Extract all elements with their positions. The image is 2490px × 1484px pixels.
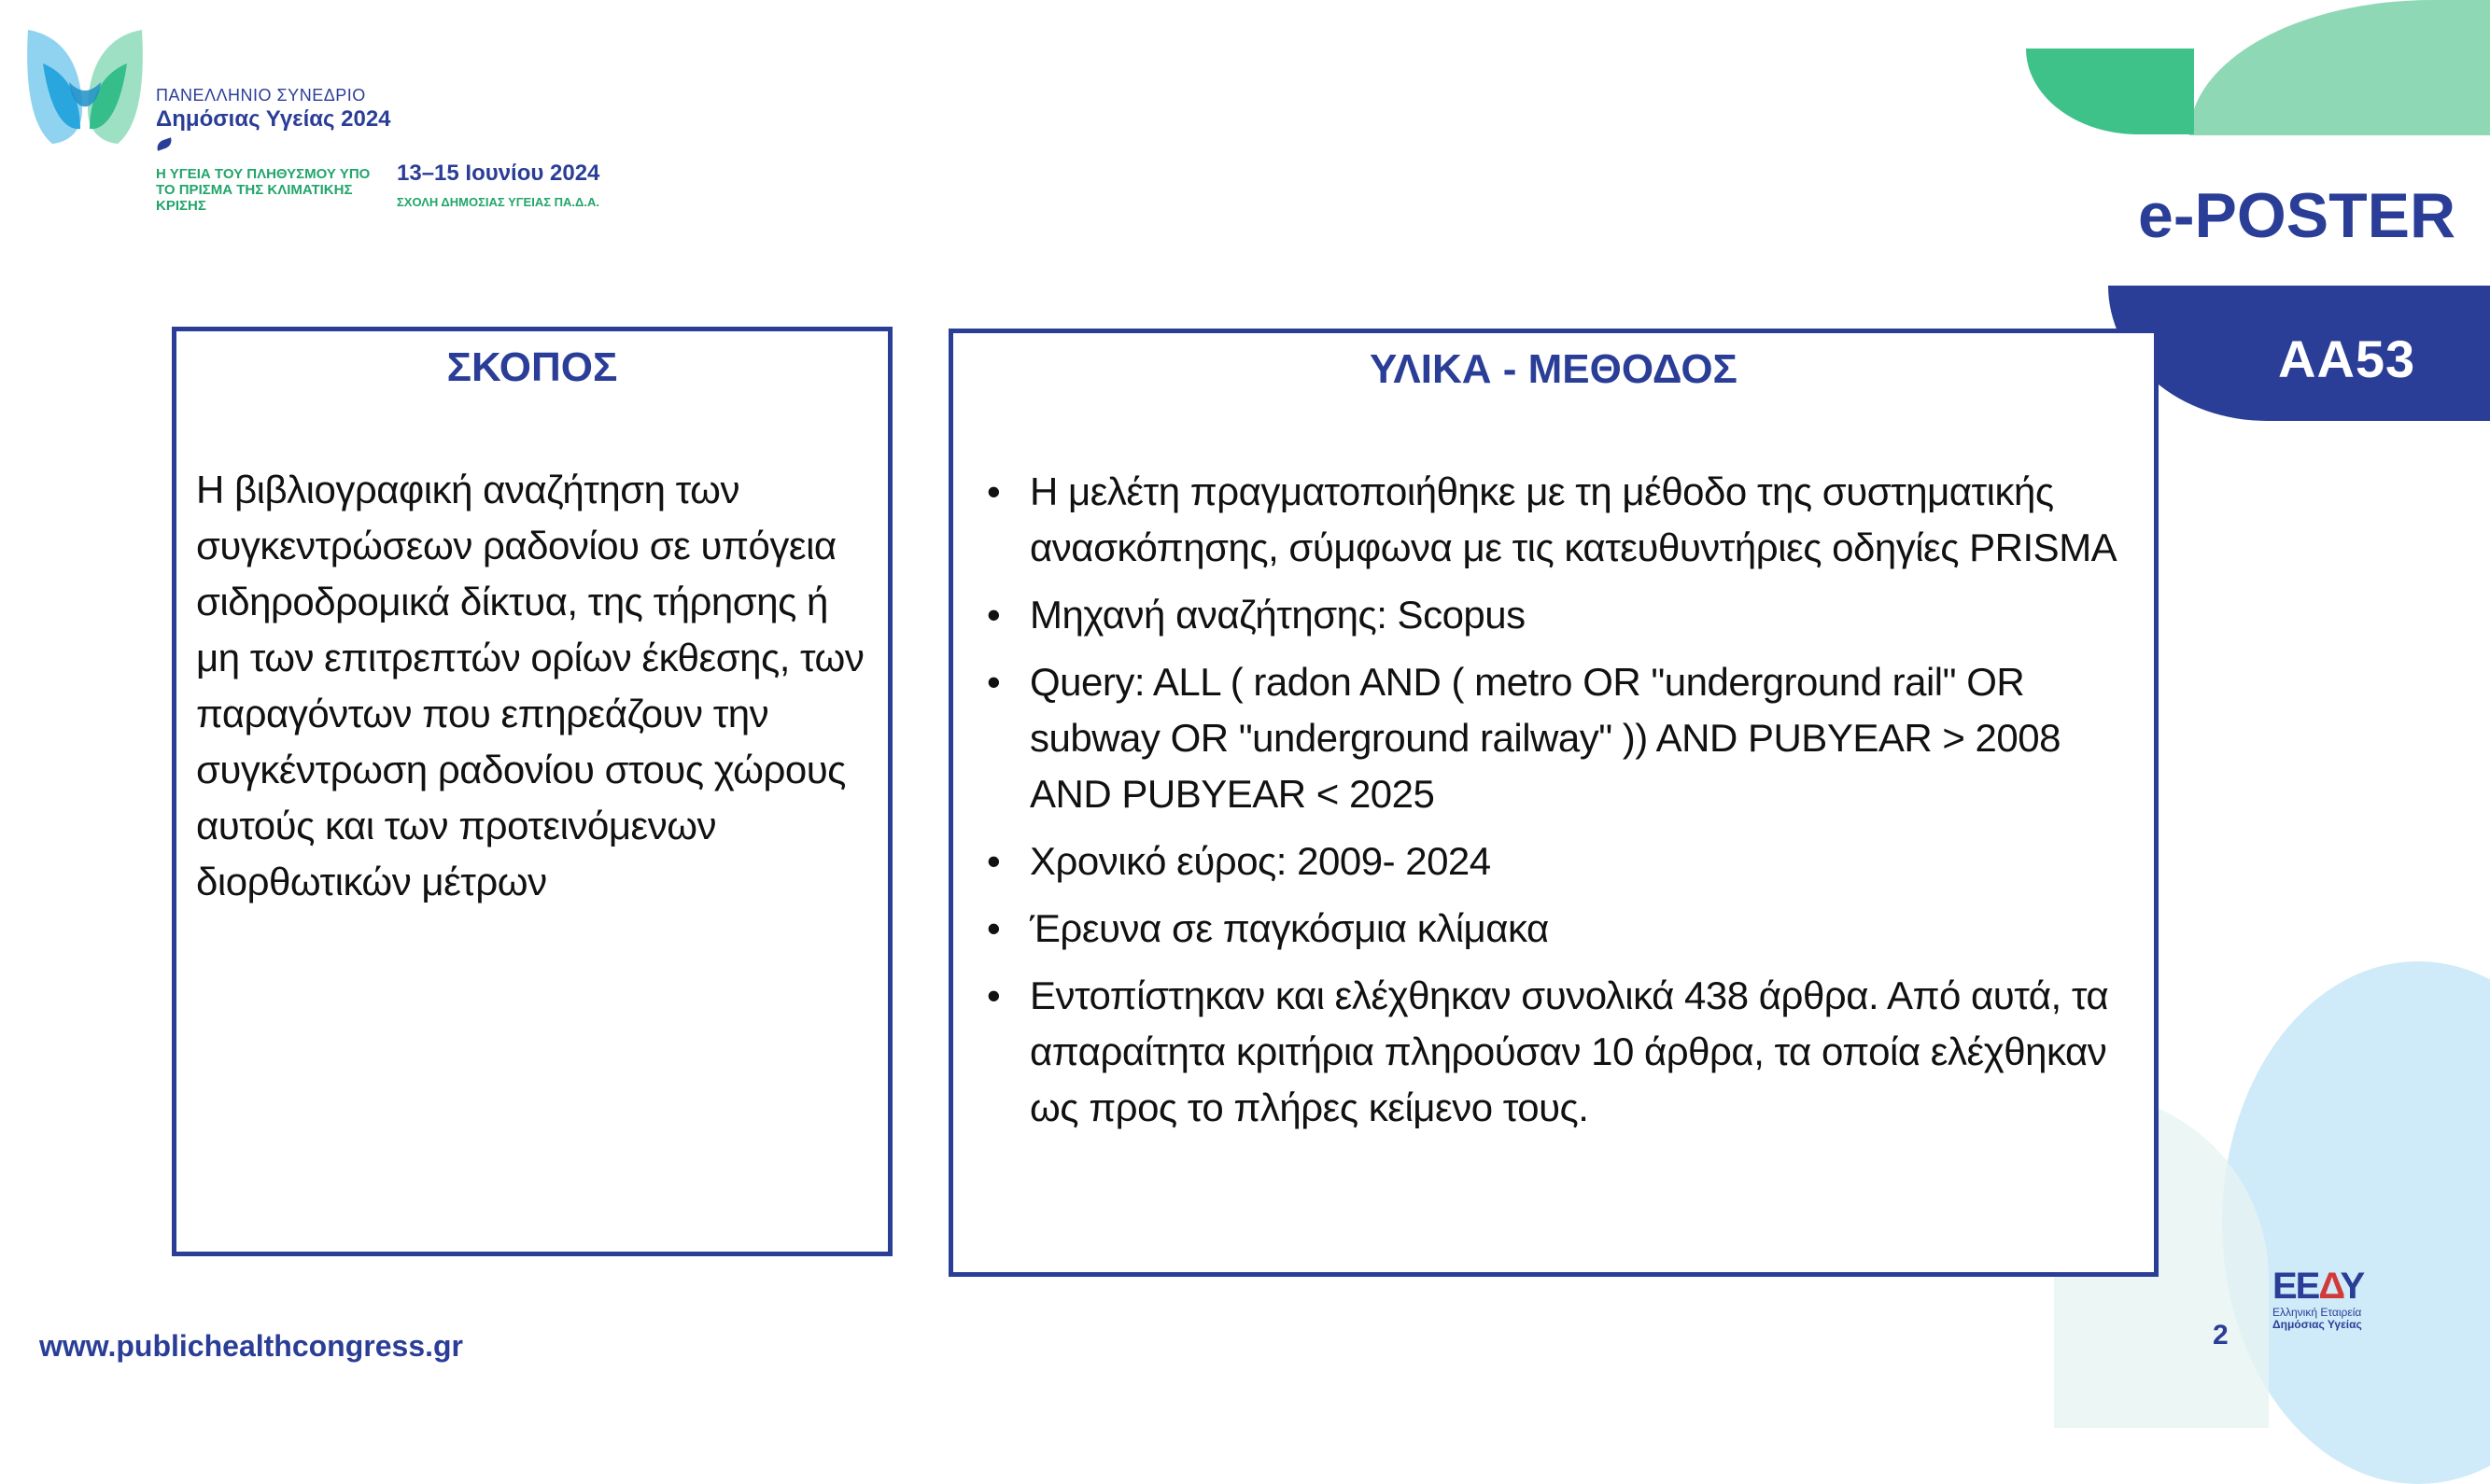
list-item: [974, 833, 2131, 889]
poster-code: ΑΑ53: [2278, 329, 2416, 388]
edy-logo: [2272, 1266, 2384, 1331]
logo-dates: 13–15 Ιουνίου 2024: [397, 161, 600, 186]
edy-logo-icon: ΕΕΔΥ: [2272, 1266, 2364, 1307]
list-item: [974, 654, 2131, 822]
bullet-icon: •: [987, 593, 1001, 637]
logo-accent-mark: [155, 137, 174, 151]
list-item-text: Χρονικό εύρος: 2009- 2024: [1030, 839, 1491, 883]
page-number: 2: [2213, 1320, 2229, 1351]
list-item: [974, 587, 2131, 643]
list-item-text: Η μελέτη πραγματοποιήθηκε με τη μέθοδο της συστηματικής ανασκόπησης, σύμφωνα με τις κατευθυντήριες οδηγίες PRISMA: [1030, 469, 2117, 569]
bullet-icon: •: [987, 469, 1001, 513]
decor-leaf-light-green: [2189, 0, 2490, 135]
list-item-text: Query: ALL ( radon AND ( metro OR "underground rail" OR subway OR "underground railway" )) AND PUBYEAR > 2008 AND PUBYEAR < 2025: [1030, 660, 2061, 816]
list-item-text: Εντοπίστηκαν και ελέχθηκαν συνολικά 438 άρθρα. Από αυτά, τα απαραίτητα κριτήρια πληρούσαν 10 άρθρα, τα οποία ελέχθηκαν ως προς το πλήρες κείμενο τους.: [1030, 973, 2109, 1129]
methods-list: [974, 464, 2131, 1147]
list-item-text: Έρευνα σε παγκόσμια κλίμακα: [1030, 906, 1549, 950]
congress-logo-icon: [24, 26, 146, 146]
list-item-text: Μηχανή αναζήτησης: Scopus: [1030, 593, 1526, 637]
bullet-icon: •: [987, 839, 1001, 883]
list-item: [974, 968, 2131, 1136]
bullet-icon: •: [987, 660, 1001, 704]
logo-title-line1: ΠΑΝΕΛΛΗΝΙΟ ΣΥΝΕΔΡΙΟ: [156, 86, 366, 105]
logo-theme: Η ΥΓΕΙΑ ΤΟΥ ΠΛΗΘΥΣΜΟΥ ΥΠΟ ΤΟ ΠΡΙΣΜΑ ΤΗΣ ΚΛΙΜΑΤΙΚΗΣ ΚΡΙΣΗΣ: [156, 166, 371, 214]
poster-type-label: e-POSTER: [2138, 180, 2456, 251]
edy-logo-line2: Δημόσιας Υγείας: [2272, 1318, 2362, 1331]
bullet-icon: •: [987, 973, 1001, 1017]
aim-panel: [172, 327, 893, 1256]
decor-leaf-green: [2026, 49, 2194, 134]
aim-text: Η βιβλιογραφική αναζήτηση των συγκεντρώσεων ραδονίου σε υπόγεια σιδηροδρομικά δίκτυα, της τήρησης ή μη των επιτρεπτών ορίων έκθεσης, των παραγόντων που επηρεάζουν την συγκέντρωση ραδονίου στους χώρους αυτούς και των προτεινόμενων διορθωτικών μέτρων: [196, 468, 865, 903]
methods-panel: [949, 329, 2159, 1277]
list-item: [974, 464, 2131, 576]
logo-title-line2: Δημόσιας Υγείας 2024: [156, 106, 391, 132]
aim-title: ΣΚΟΠΟΣ: [446, 344, 618, 390]
edy-logo-line1: Ελληνική Εταιρεία: [2272, 1306, 2362, 1319]
congress-website-link[interactable]: www.publichealthcongress.gr: [39, 1329, 463, 1363]
methods-title: ΥΛΙΚΑ - ΜΕΘΟΔΟΣ: [1370, 346, 1737, 392]
logo-venue: ΣΧΟΛΗ ΔΗΜΟΣΙΑΣ ΥΓΕΙΑΣ ΠΑ.Δ.Α.: [397, 195, 599, 209]
bullet-icon: •: [987, 906, 1001, 950]
list-item: [974, 901, 2131, 957]
